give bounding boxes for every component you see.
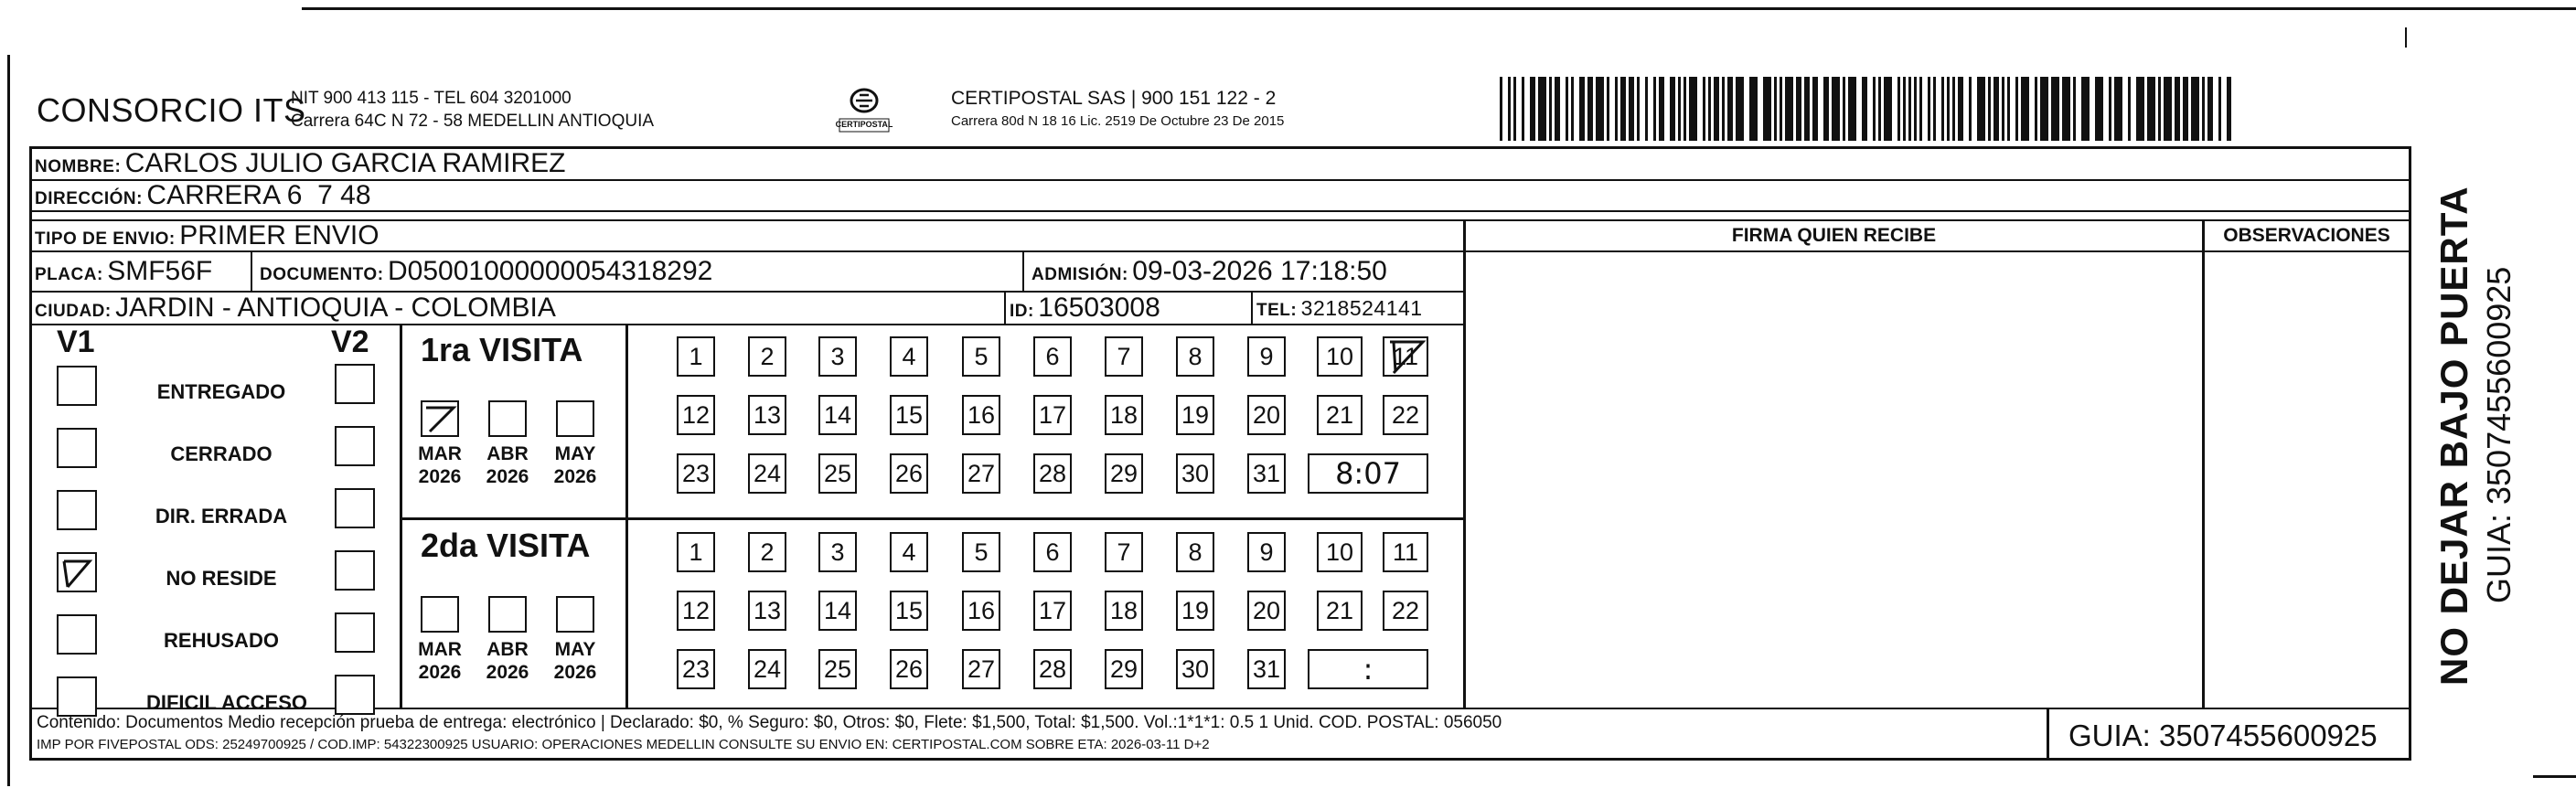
barcode-bar [2035,77,2037,141]
day-box[interactable]: 7 [1105,532,1143,572]
day-box[interactable]: 27 [962,649,1000,689]
barcode-bar [1785,77,1793,141]
barcode-bar [1683,77,1686,141]
id-value: 16503008 [1038,293,1160,323]
barcode-bar [2202,77,2205,141]
v1-checkbox[interactable] [57,366,97,406]
barcode-bar [1670,77,1675,141]
frame-bottom [29,758,2411,761]
documento-row: DOCUMENTO: D05001000000054318292 [260,256,713,286]
day-box[interactable]: 25 [818,453,857,494]
visit-separator [400,517,1465,520]
day-box[interactable]: 21 [1317,591,1363,631]
barcode-bar [2081,77,2090,141]
observaciones-header: OBSERVACIONES [2223,225,2390,246]
scan-right-edge [2533,775,2576,778]
day-box[interactable]: 15 [890,591,928,631]
day-box[interactable]: 1 [677,532,715,572]
day-box[interactable]: 25 [818,649,857,689]
barcode-bar [1722,77,1725,141]
month-year: 2026 [486,662,529,683]
barcode-bar [2095,77,2103,141]
barcode-bar [1596,77,1604,141]
barcode-bar [1897,77,1900,141]
row-line-1 [29,179,2411,181]
v2-checkbox[interactable] [335,488,375,528]
day-box[interactable]: 27 [962,453,1000,494]
day-box[interactable]: 2 [748,532,786,572]
barcode-bar [2191,77,2199,141]
day-box[interactable]: 28 [1033,649,1072,689]
placa-row: PLACA: SMF56F [35,256,213,286]
day-box[interactable]: 2 [748,336,786,377]
day-box[interactable]: 8 [1176,336,1214,377]
month-name: MAR [418,639,462,660]
day-box[interactable]: 12 [677,591,715,631]
month-label [476,638,540,684]
barcode-bar [1736,77,1744,141]
state-label: DIR. ERRADA [155,505,288,527]
certipostal-logo-icon [832,80,896,144]
day-box[interactable]: 16 [962,591,1000,631]
day-box[interactable]: 4 [890,336,928,377]
admision-divider [1022,251,1024,292]
check-mark-icon [1384,338,1428,377]
barcode-bar [1763,77,1771,141]
day-box[interactable]: 14 [818,395,857,435]
v1-checkbox[interactable] [57,614,97,655]
barcode-bar [1522,77,1524,141]
month-checkbox[interactable] [488,400,527,437]
admision-value: 09-03-2026 17:18:50 [1132,256,1387,286]
barcode-bar [2218,77,2221,141]
v2-checkbox[interactable] [335,550,375,591]
barcode-bar [1566,77,1568,141]
obs-divider [2202,219,2205,708]
barcode-bar [1659,77,1664,141]
day-box[interactable]: 5 [962,532,1000,572]
barcode-bar [1538,77,1546,141]
barcode-bar [2073,77,2076,141]
day-box[interactable]: 3 [818,336,857,377]
courier-logo: CERTIPOSTAL [832,80,896,144]
day-box[interactable]: 20 [1247,395,1286,435]
barcode-bar [2158,77,2161,141]
month-label [543,442,607,488]
row-line-2 [29,210,2411,212]
month-checkbox[interactable] [421,400,459,437]
placa-divider [251,251,252,292]
day-box[interactable]: 5 [962,336,1000,377]
barcode-bar [1530,77,1535,141]
tel-divider [1251,292,1253,325]
barcode-bar [1774,77,1777,141]
day-box[interactable]: 8 [1176,532,1214,572]
barcode-bar [2175,77,2180,141]
barcode-bar [1629,77,1634,141]
day-box[interactable]: 20 [1247,591,1286,631]
day-box[interactable]: 10 [1317,532,1363,572]
month-label [543,638,607,684]
footer-line-1: Contenido: Documentos Medio recepción prueba de entrega: electrónico | Declarado: $0, % Seguro: $0, Otros: $0, Flete: $1,500, Total: $1,500. Vol.:1*1*1: 0.5 1 Unid. COD. POSTAL: 056050 [37,713,1502,732]
v2-header: V2 [331,325,369,359]
day-box[interactable]: 13 [748,591,786,631]
barcode-bar [1969,77,1972,141]
barcode-bar [1727,77,1733,141]
month-checkbox[interactable] [556,596,594,633]
id-row: ID: 16503008 [1010,293,1160,323]
company-info: NIT 900 413 115 - TEL 604 3201000 Carrera 64C N 72 - 58 MEDELLIN ANTIOQUIA [291,89,655,131]
barcode-bar [1873,77,1876,141]
v2-checkbox[interactable] [335,364,375,404]
month-name: ABR [486,639,529,660]
barcode-bar [2164,77,2172,141]
barcode-bar [2002,77,2004,141]
barcode-bar [1653,77,1656,141]
month-name: ABR [486,443,529,464]
barcode-bar [1884,77,1892,141]
footer-line-2: IMP POR FIVEPOSTAL ODS: 25249700925 / COD.IMP: 54322300925 USUARIO: OPERACIONES MEDELLIN CONSULTE SU ENVIO EN: CERTIPOSTAL.COM SOBRE ETA: 2026-03-11 D+2 [37,737,1210,752]
day-box[interactable]: 31 [1247,649,1286,689]
day-box[interactable]: 29 [1105,453,1143,494]
company-name: CONSORCIO ITS [37,91,306,129]
day-number: 11 [1392,342,1419,370]
day-box[interactable]: 22 [1383,395,1428,435]
barcode-bar [1812,77,1818,141]
courier-address: Carrera 80d N 18 16 Lic. 2519 De Octubre 23 De 2015 [951,113,1285,129]
state-label: REHUSADO [164,629,279,652]
states-divider [400,325,402,708]
barcode-bar [1804,77,1810,141]
day-box[interactable]: 30 [1176,649,1214,689]
v2-checkbox[interactable] [335,675,375,715]
barcode-bar [1914,77,1917,141]
barcode-bar [1796,77,1801,141]
barcode-bar [1832,77,1840,141]
day-box[interactable]: 9 [1247,532,1286,572]
barcode-bar [1862,77,1867,141]
barcode-bar [2183,77,2188,141]
footer-guia: GUIA: 3507455600925 [2068,719,2378,752]
row-line-3 [29,250,2411,252]
footer-line [29,708,2411,709]
barcode-bar [2007,77,2010,141]
barcode-bar [1714,77,1719,141]
v1-checkbox[interactable] [57,676,97,717]
day-box[interactable]: 7 [1105,336,1143,377]
second-visit-title: 2da VISITA [421,527,591,564]
day-box[interactable]: 23 [677,453,715,494]
day-box[interactable] [1383,336,1428,377]
month-label [476,442,540,488]
state-label: ENTREGADO [156,380,286,403]
day-box[interactable]: 28 [1033,453,1072,494]
barcode-bar [1587,77,1593,141]
month-checkbox[interactable] [556,400,594,437]
month-name: MAY [554,443,596,464]
barcode-bar [2207,77,2213,141]
barcode-bar [1848,77,1856,141]
barcode-bar [1941,77,1944,141]
scan-top-edge [302,7,2576,10]
day-box[interactable]: 1 [677,336,715,377]
tel-row: TEL: 3218524141 [1256,296,1423,320]
day-box[interactable]: 9 [1247,336,1286,377]
barcode-bar [2021,77,2029,141]
day-box[interactable]: 18 [1105,395,1143,435]
scan-left-edge [7,55,10,786]
barcode-bar [1823,77,1829,141]
barcode-bar [2128,77,2131,141]
day-box[interactable]: 23 [677,649,715,689]
barcode-bar [1947,77,1950,141]
month-name: MAR [418,443,462,464]
state-label: CERRADO [170,442,273,465]
day-box[interactable]: 13 [748,395,786,435]
barcode-bar [1780,77,1782,141]
visit-month-divider [625,325,628,708]
month-checkbox[interactable] [488,596,527,633]
day-box[interactable]: 21 [1317,395,1363,435]
barcode-bar [2136,77,2144,141]
barcode-bar [1703,77,1705,141]
state-label: DIFICIL ACCESO [145,691,307,714]
barcode-bar [1579,77,1585,141]
barcode-bar [1620,77,1626,141]
day-box[interactable]: 22 [1383,591,1428,631]
no-dejar-warning: NO DEJAR BAJO PUERTA [2432,186,2475,686]
frame-left [29,146,32,761]
firma-divider [1463,219,1466,708]
barcode-bar [1919,77,1922,141]
id-divider [1004,292,1006,325]
city-value: JARDIN - ANTIOQUIA - COLOMBIA [115,293,556,323]
day-box[interactable]: 30 [1176,453,1214,494]
barcode-bar [2040,77,2048,141]
barcode-bar [1958,77,1963,141]
barcode-bar [1952,77,1955,141]
barcode-bar [2114,77,2122,141]
barcode-bar [1749,77,1758,141]
barcode-bar [1708,77,1711,141]
barcode-bar [1549,77,1552,141]
day-box[interactable]: 17 [1033,395,1072,435]
courier-name: CERTIPOSTAL SAS | 900 151 122 - 2 [951,88,1277,109]
tel-value: 3218524141 [1300,296,1423,320]
v1-checkbox[interactable] [57,552,97,592]
ciudad-row: CIUDAD: JARDIN - ANTIOQUIA - COLOMBIA [35,293,556,323]
barcode-bar [2147,77,2155,141]
month-name: MAY [554,639,596,660]
day-box[interactable]: 10 [1317,336,1363,377]
v2-checkbox[interactable] [335,612,375,653]
month-label [408,638,472,684]
month-year: 2026 [553,466,597,487]
barcode-bar [1637,77,1640,141]
day-box[interactable]: 29 [1105,649,1143,689]
admision-row: ADMISIÓN: 09-03-2026 17:18:50 [1031,256,1387,286]
day-box[interactable]: 15 [890,395,928,435]
day-box[interactable]: 26 [890,453,928,494]
second-visit-time[interactable]: : [1308,649,1428,689]
day-box[interactable]: 12 [677,395,715,435]
v2-checkbox[interactable] [335,426,375,466]
day-box[interactable]: 6 [1033,336,1072,377]
barcode-bar [1645,77,1648,141]
side-guia-wrap [2480,267,2518,603]
first-visit-title: 1ra VISITA [421,331,583,368]
v1-checkbox[interactable] [57,490,97,530]
recipient-address: CARRERA 6 7 48 [146,180,371,210]
day-box[interactable]: 4 [890,532,928,572]
barcode-bar [1615,77,1618,141]
frame-right [2409,146,2411,761]
document-value: D05001000000054318292 [388,256,713,286]
month-year: 2026 [553,662,597,683]
nombre-row: NOMBRE: CARLOS JULIO GARCIA RAMIREZ [35,148,566,178]
day-box[interactable]: 26 [890,649,928,689]
barcode-bar [1678,77,1681,141]
barcode-bar [1571,77,1574,141]
row-line-5 [29,324,1465,325]
barcode-bar [1689,77,1697,141]
day-box[interactable]: 24 [748,453,786,494]
plate-value: SMF56F [107,256,213,286]
barcode-bar [2109,77,2111,141]
barcode-bar [1843,77,1845,141]
day-box[interactable]: 18 [1105,591,1143,631]
barcode [1500,77,2231,141]
row-line-2b [29,219,2411,221]
tipo-row: TIPO DE ENVIO: PRIMER ENVIO [35,220,379,250]
recipient-name: CARLOS JULIO GARCIA RAMIREZ [124,148,566,178]
first-visit-time[interactable]: 8:07 [1308,453,1428,494]
barcode-bar [1513,77,1516,141]
day-box[interactable]: 14 [818,591,857,631]
barcode-bar [1988,77,1991,141]
barcode-bar [1607,77,1609,141]
day-box[interactable]: 16 [962,395,1000,435]
barcode-bar [1500,77,1502,141]
footer-guia-divider [2047,708,2049,761]
shipment-type: PRIMER ENVIO [179,220,379,250]
firma-header: FIRMA QUIEN RECIBE [1731,225,1937,246]
state-label: NO RESIDE [166,567,277,590]
barcode-bar [2051,77,2059,141]
check-mark-icon [422,402,457,435]
barcode-bar [2015,77,2018,141]
barcode-bar [1933,77,1936,141]
day-box[interactable]: 19 [1176,395,1214,435]
month-checkbox[interactable] [421,596,459,633]
barcode-bar [2227,77,2231,141]
side-text [2432,186,2476,686]
barcode-bar [1993,77,1999,141]
day-box[interactable]: 24 [748,649,786,689]
side-guia: GUIA: 3507455600925 [2480,266,2517,603]
barcode-bar [1928,77,1930,141]
day-box[interactable]: 31 [1247,453,1286,494]
barcode-bar [2062,77,2070,141]
month-year: 2026 [486,466,529,487]
barcode-bar [1908,77,1911,141]
barcode-bar [1878,77,1881,141]
v1-header: V1 [57,325,95,359]
direccion-row: DIRECCIÓN: CARRERA 6 7 48 [35,180,371,210]
barcode-bar [1903,77,1906,141]
month-label [408,442,472,488]
scan-mark [2405,27,2407,48]
barcode-bar [1977,77,1985,141]
check-mark-icon [59,554,95,591]
v1-checkbox[interactable] [57,428,97,468]
month-year: 2026 [418,662,462,683]
barcode-bar [1555,77,1560,141]
barcode-bar [1508,77,1511,141]
day-box[interactable]: 3 [818,532,857,572]
month-year: 2026 [418,466,462,487]
day-box[interactable]: 17 [1033,591,1072,631]
day-box[interactable]: 11 [1383,532,1428,572]
day-box[interactable]: 19 [1176,591,1214,631]
day-box[interactable]: 6 [1033,532,1072,572]
